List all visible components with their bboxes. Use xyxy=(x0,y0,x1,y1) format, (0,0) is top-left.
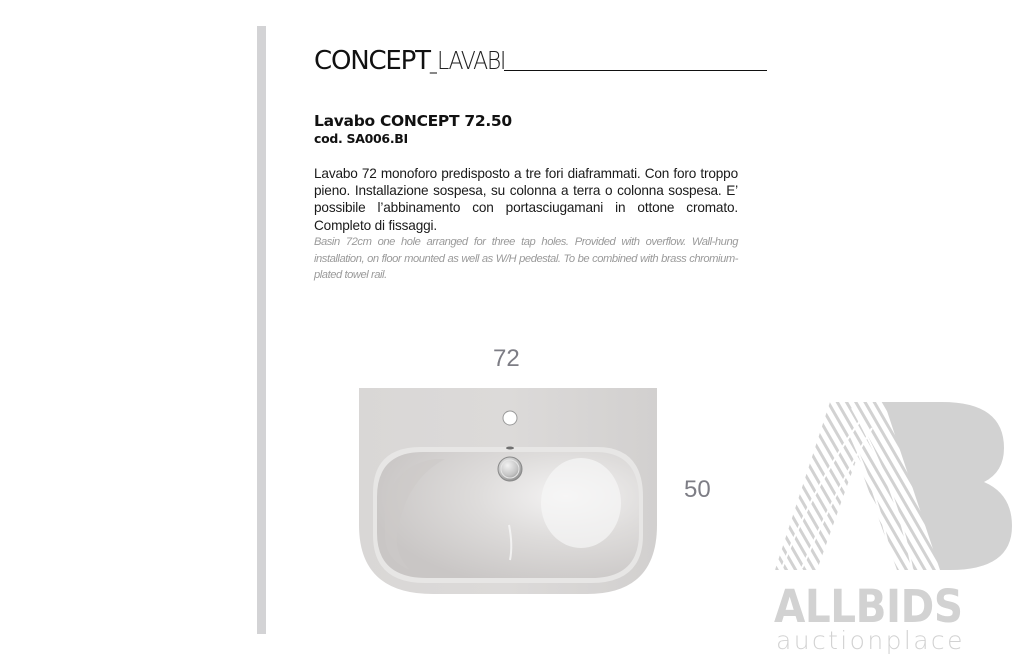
product-name: Lavabo CONCEPT 72.50 xyxy=(314,112,512,130)
watermark-brand: ALLBIDS xyxy=(774,580,963,633)
ab-fingerprint-logo-icon xyxy=(772,398,1017,573)
description-italian: Lavabo 72 monoforo predisposto a tre fori diaframmati. Con foro troppo pieno. Installazione sospesa, su colonna a terra o colonna sospesa. E’ possibile l’abbinamento con portasciugamani in ottone cromato. Completo di fissaggi. xyxy=(314,166,738,233)
page-title-separator: _ xyxy=(429,58,437,74)
watermark-tagline: auctionplace xyxy=(776,626,965,655)
product-code: cod. SA006.BI xyxy=(314,131,408,146)
page-title-sub: LAVABI xyxy=(436,46,505,75)
sink-icon xyxy=(355,385,665,600)
page-title-main: CONCEPT xyxy=(314,46,430,76)
page-title xyxy=(314,44,767,74)
dimension-width-label: 72 xyxy=(493,345,520,372)
description-english: Basin 72cm one hole arranged for three tap holes. Provided with overflow. Wall-hung installation, on floor mounted as well as W/H pedestal. To be combined with brass chromium-plated towel rail. xyxy=(314,236,738,281)
dimension-height-label: 50 xyxy=(684,476,711,503)
page-side-bar xyxy=(257,26,266,634)
title-underline xyxy=(504,70,767,72)
